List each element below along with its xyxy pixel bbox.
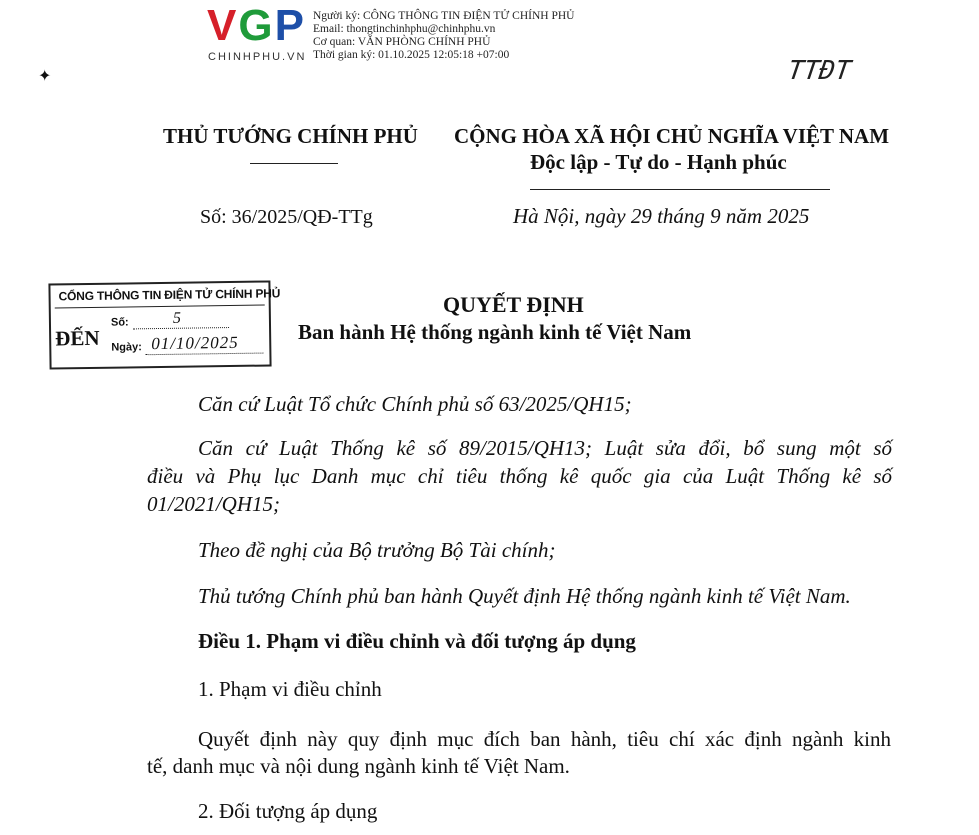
article-1-item-2: 2. Đối tượng áp dụng [198,799,378,823]
signature-email: Email: thongtinchinhphu@chinhphu.vn [313,23,496,35]
document-subtitle: Ban hành Hệ thống ngành kinh tế Việt Nam [298,320,692,344]
legal-basis-1: Căn cứ Luật Tổ chức Chính phủ số 63/2025/QH15; [198,392,632,416]
stamp-den-label: ĐẾN [55,325,100,351]
article-1-paragraph-line-2: tế, danh mục và nội dung ngành kinh tế Việt Nam. [147,754,570,778]
legal-basis-3: Theo đề nghị của Bộ trưởng Bộ Tài chính; [198,538,556,562]
place-and-date: Hà Nội, ngày 29 tháng 9 năm 2025 [513,204,810,228]
legal-basis-2-line-2: điều và Phụ lục Danh mục chỉ tiêu thống kê quốc gia của Luật Thống kê số [147,464,892,488]
stamp-date-label: Ngày: [111,341,142,354]
stamp-title: CỔNG THÔNG TIN ĐIỆN TỬ CHÍNH PHỦ [58,286,281,304]
logo-caption: CHINHPHU.VN [208,51,307,63]
logo-letter-p: P [274,1,306,50]
logo-letter-v: V [207,1,239,50]
national-title: CỘNG HÒA XÃ HỘI CHỦ NGHĨA VIỆT NAM [454,124,890,148]
digital-signature-info [313,10,574,62]
signature-time: Thời gian ký: 01.10.2025 12:05:18 +07:00 [313,49,510,61]
document-number: Số: 36/2025/QĐ-TTg [200,206,373,228]
stamp-number-value: 5 [133,309,229,329]
motto-underline [530,189,830,190]
handwritten-initials: TTĐT [785,56,853,86]
signature-signer: Người ký: CÔNG THÔNG TIN ĐIỆN TỬ CHÍNH PHỦ [313,10,575,22]
scan-speck: ✦ [38,68,52,85]
issuer-heading: THỦ TƯỚNG CHÍNH PHỦ [163,124,418,148]
document-title: QUYẾT ĐỊNH [443,292,584,317]
legal-basis-2-line-3: 01/2021/QH15; [147,492,280,516]
issuer-underline [250,163,338,164]
article-1-paragraph-line-1: Quyết định này quy định mục đích ban hành, tiêu chí xác định ngành kinh [198,727,891,751]
stamp-date-value: 01/10/2025 [145,333,263,356]
vgp-logo [207,2,306,50]
stamp-number-label: Số: [110,316,129,329]
logo-letter-g: G [238,1,275,50]
legal-basis-2-line-1: Căn cứ Luật Thống kê số 89/2015/QH13; Luật sửa đổi, bổ sung một số [198,436,892,460]
received-stamp [48,280,281,369]
article-1-item-1: 1. Phạm vi điều chỉnh [198,677,382,701]
signature-agency: Cơ quan: VĂN PHÒNG CHÍNH PHỦ [313,36,491,48]
stamp-divider [55,305,265,309]
national-motto: Độc lập - Tự do - Hạnh phúc [530,150,787,174]
legal-basis-4: Thủ tướng Chính phủ ban hành Quyết định Hệ thống ngành kinh tế Việt Nam. [198,584,851,608]
article-1-heading: Điều 1. Phạm vi điều chỉnh và đối tượng áp dụng [198,629,636,653]
